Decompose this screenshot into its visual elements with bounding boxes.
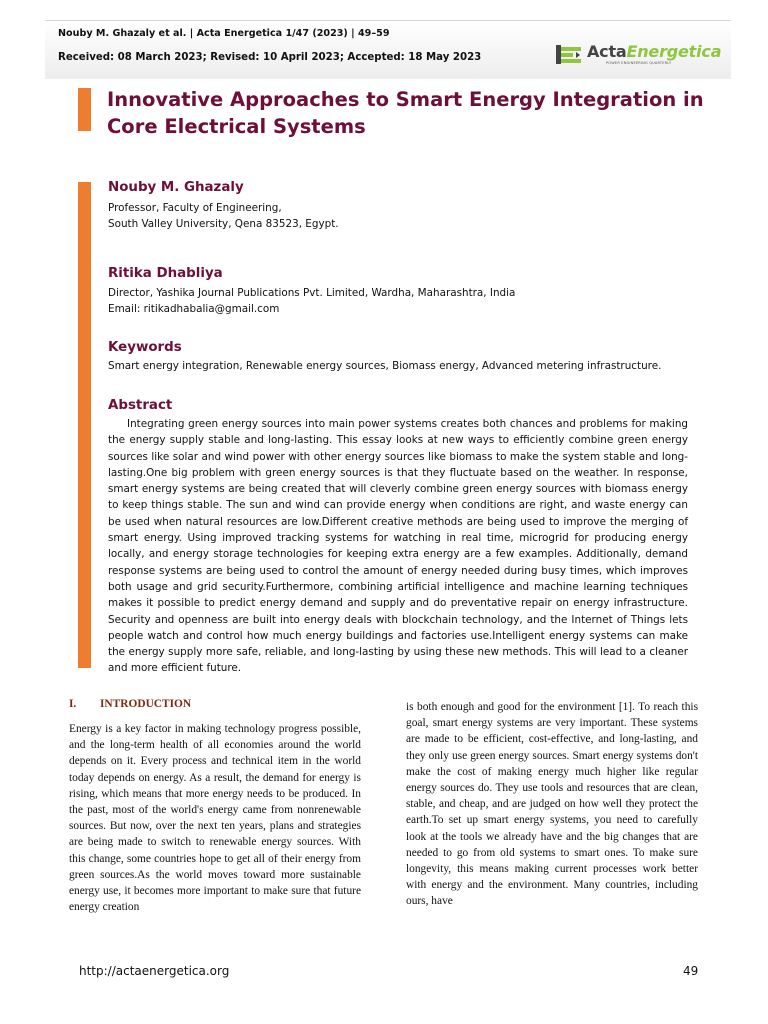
footer-url-link[interactable]: http://actaenergetica.org xyxy=(79,964,230,978)
journal-header xyxy=(45,20,731,79)
section-number: I. xyxy=(69,698,77,710)
author-name-1: Nouby M. Ghazaly xyxy=(108,180,244,195)
logo-wordmark-part2: Energetica xyxy=(626,42,722,61)
intro-left-column: Energy is a key factor in making technology progress possible, and the long-term health of all economies around the world depends on it. Every process and technical item in the world today depends on energy. As a result, the demand for energy is rising, which means that more energy needs to be produced. In the past, most of the world's energy came from nonrenewable sources. But now, over the next ten years, plans and strategies are being made to switch to renewable energy sources. With this change, some countries hope to get all of their energy from green sources.As the world moves toward more sustainable energy use, it becomes more important to make sure that future energy creation xyxy=(69,723,361,914)
section-title: INTRODUCTION xyxy=(100,698,192,710)
logo-icon xyxy=(556,44,586,64)
author-affiliation-2a: Director, Yashika Journal Publications Pvt. Limited, Wardha, Maharashtra, India xyxy=(108,287,516,299)
title-accent-bar xyxy=(78,88,91,131)
paper-title: Innovative Approaches to Smart Energy Integration in Core Electrical Systems xyxy=(107,88,704,138)
author-affiliation-1a: Professor, Faculty of Engineering, xyxy=(108,202,282,214)
dates-line: Received: 08 March 2023; Revised: 10 April 2023; Accepted: 18 May 2023 xyxy=(58,52,482,63)
citation-line: Nouby M. Ghazaly et al. | Acta Energetica 1/47 (2023) | 49–59 xyxy=(58,28,390,39)
page-number: 49 xyxy=(683,964,699,978)
front-matter-accent-bar xyxy=(78,182,91,668)
author-affiliation-1b: South Valley University, Qena 83523, Egypt. xyxy=(108,218,339,230)
author-email-2[interactable]: Email: ritikadhabalia@gmail.com xyxy=(108,303,280,315)
abstract-heading: Abstract xyxy=(108,398,173,413)
logo-wordmark xyxy=(587,42,721,61)
author-name-2: Ritika Dhabliya xyxy=(108,266,223,281)
intro-right-column: is both enough and good for the environment [1]. To reach this goal, smart energy systems are very important. These systems are made to be efficient, cost-effective, and long-lasting, and they only use green energy sources. Smart energy systems don't make the cost of making energy much higher like regular energy sources do. They use tools and resources that are clean, stable, and cheap, and are judged on how well they protect the earth.To set up smart energy systems, you need to carefully look at the tools we already have and the big changes that are needed to go from old systems to smart ones. To make sure longevity, this means making current processes work better with energy and the environment. Many countries, including ours, have xyxy=(406,701,698,908)
journal-logo[interactable] xyxy=(556,42,722,70)
section-heading-introduction xyxy=(69,698,191,710)
logo-tagline: POWER ENGINEERING QUARTERLY xyxy=(606,61,672,65)
keywords-text: Smart energy integration, Renewable energy sources, Biomass energy, Advanced metering infrastructure. xyxy=(108,360,662,372)
abstract-text: Integrating green energy sources into main power systems creates both chances and problems for making the energy supply stable and long-lasting. This essay looks at new ways to efficiently combine green energy sources like solar and wind power with other energy sources like biomass to make the system stable and long-lasting.One big problem with green energy sources is that they fluctuate based on the weather. In response, smart energy systems are being created that will cleverly combine green energy sources with biomass energy to keep things stable. The sun and wind can provide energy when conditions are right, and waste energy can be used when natural resources are low.Different creative methods are being used to improve the merging of smart energy. Using improved tracking systems for watching in real time, microgrid for producing energy locally, and energy storage technologies for keeping extra energy are a few examples. Additionally, demand response systems are being used to control the amount of energy needed during busy times, which improves both usage and grid security.Furthermore, combining artificial intelligence and machine learning techniques makes it possible to predict energy demand and supply and do preventative repair on energy infrastructure. Security and openness are built into energy deals with blockchain technology, and the Internet of Things lets people watch and control how much energy buildings and factories use.Intelligent energy systems can make the energy supply more safe, reliable, and long-lasting by using these new methods. This will lead to a cleaner and more efficient future. xyxy=(108,418,688,675)
keywords-heading: Keywords xyxy=(108,340,182,355)
logo-wordmark-part1: Acta xyxy=(587,42,627,61)
